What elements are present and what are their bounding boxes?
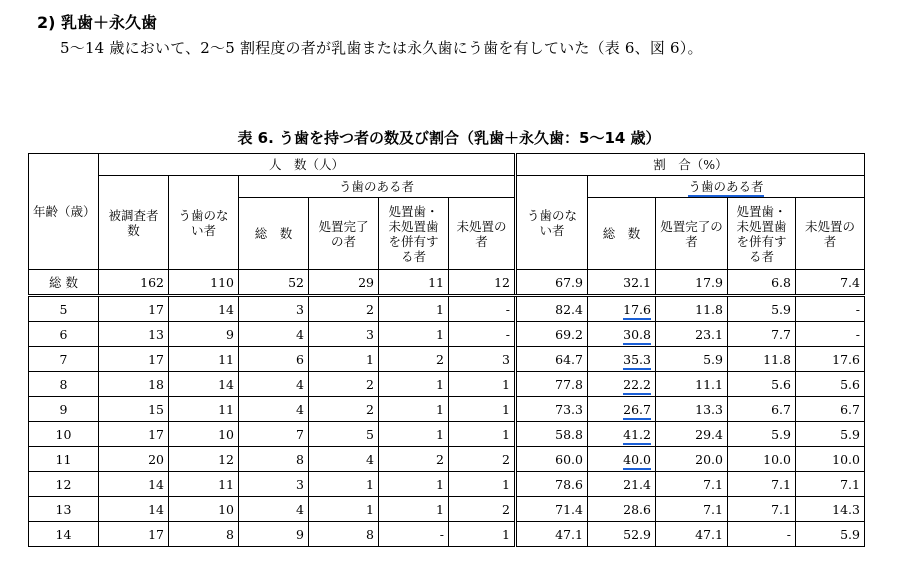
caries-table [28,153,865,547]
table-row [29,397,865,422]
header-total-rate: 総 数 [588,198,656,270]
value-cell: 11 [169,397,239,422]
value-cell: 7.1 [656,472,728,497]
value-cell: 7.1 [656,497,728,522]
age-cell: 12 [29,472,99,497]
value-cell: 3 [239,296,309,322]
value-cell: 32.1 [588,270,656,296]
value-cell: 60.0 [516,447,588,472]
value-cell: 1 [379,372,449,397]
table-body [29,270,865,547]
value-cell: 7 [239,422,309,447]
value-cell: 8 [309,522,379,547]
header-group-rate: 割 合（%） [516,154,865,176]
value-cell: 8 [239,447,309,472]
value-cell: 12 [449,270,516,296]
age-cell: 11 [29,447,99,472]
value-cell: 10 [169,422,239,447]
value-cell: 17 [99,522,169,547]
value-cell: 1 [449,422,516,447]
value-cell: 28.6 [588,497,656,522]
table-row [29,447,865,472]
value-cell: 1 [379,397,449,422]
value-cell: 52 [239,270,309,296]
table-caption: 表 6. う歯を持つ者の数及び割合（乳歯＋永久歯：5～14 歳） [237,129,661,147]
value-cell: 17 [99,422,169,447]
value-cell [588,322,656,347]
value-cell: 4 [239,322,309,347]
value-cell: 14 [169,372,239,397]
value-cell: - [728,522,796,547]
value-cell: 69.2 [516,322,588,347]
value-cell: 20 [99,447,169,472]
value-cell: 5.9 [796,522,865,547]
value-cell: 5.9 [656,347,728,372]
value-cell: 47.1 [516,522,588,547]
value-cell: 13 [99,322,169,347]
value-cell: 11 [169,347,239,372]
age-cell: 6 [29,322,99,347]
table-row-total [29,270,865,296]
value-cell: 11.8 [728,347,796,372]
highlighted-rate: 41.2 [623,427,651,445]
age-cell: 8 [29,372,99,397]
value-cell: 10 [169,497,239,522]
value-cell: 11 [379,270,449,296]
value-cell: 17 [99,296,169,322]
value-cell: 1 [449,472,516,497]
value-cell: 52.9 [588,522,656,547]
highlighted-rate: 17.6 [623,302,651,320]
value-cell: - [379,522,449,547]
value-cell: 110 [169,270,239,296]
value-cell: 14.3 [796,497,865,522]
value-cell: 14 [169,296,239,322]
table-row [29,322,865,347]
header-untreated-rate: 未処置の者 [796,198,865,270]
value-cell: 18 [99,372,169,397]
value-cell: 8 [169,522,239,547]
value-cell: 9 [239,522,309,547]
value-cell: 6 [239,347,309,372]
value-cell: 17.6 [796,347,865,372]
table-row [29,522,865,547]
value-cell: 1 [379,472,449,497]
value-cell: 11.1 [656,372,728,397]
value-cell: 6.7 [796,397,865,422]
value-cell: 2 [449,447,516,472]
header-no-caries: う歯のない者 [169,176,239,270]
value-cell: 3 [449,347,516,372]
subgroup-caries-rate-label: う歯のある者 [688,179,763,197]
value-cell: 1 [379,296,449,322]
highlighted-rate: 22.2 [623,377,651,395]
value-cell: 7.1 [796,472,865,497]
value-cell: 4 [239,397,309,422]
header-mixed-rate: 処置歯・未処置歯を併有する者 [728,198,796,270]
age-cell: 5 [29,296,99,322]
header-subgroup-caries: う歯のある者 [239,176,516,198]
table-row [29,372,865,397]
value-cell: 1 [379,322,449,347]
value-cell: 5.9 [728,422,796,447]
value-cell: 10.0 [796,447,865,472]
value-cell: 47.1 [656,522,728,547]
value-cell: 13.3 [656,397,728,422]
value-cell: 7.7 [728,322,796,347]
value-cell: 3 [309,322,379,347]
header-group-count: 人 数（人） [99,154,516,176]
value-cell: 7.1 [728,472,796,497]
value-cell [588,347,656,372]
age-cell: 7 [29,347,99,372]
value-cell: 78.6 [516,472,588,497]
header-total: 総 数 [239,198,309,270]
age-cell: 総 数 [29,270,99,296]
value-cell [588,447,656,472]
value-cell: 2 [309,372,379,397]
header-examined: 被調査者数 [99,176,169,270]
value-cell: 11.8 [656,296,728,322]
highlighted-rate: 26.7 [623,402,651,420]
value-cell: 21.4 [588,472,656,497]
value-cell: 5.6 [728,372,796,397]
value-cell: 9 [169,322,239,347]
table-row [29,347,865,372]
value-cell [588,397,656,422]
value-cell: 14 [99,497,169,522]
value-cell [588,422,656,447]
value-cell: 4 [239,372,309,397]
value-cell: - [796,296,865,322]
value-cell: 82.4 [516,296,588,322]
header-age: 年齢（歳） [29,154,99,270]
age-cell: 13 [29,497,99,522]
value-cell: 15 [99,397,169,422]
value-cell: 1 [379,497,449,522]
value-cell: 77.8 [516,372,588,397]
value-cell: 1 [309,497,379,522]
value-cell: - [449,322,516,347]
section-paragraph: 5～14 歳において、2～5 割程度の者が乳歯または永久歯にう歯を有していた（表 6、図 6）。 [60,39,703,57]
table-row [29,296,865,322]
value-cell: 1 [309,472,379,497]
value-cell: 17 [99,347,169,372]
age-cell: 14 [29,522,99,547]
table-row [29,472,865,497]
value-cell: 23.1 [656,322,728,347]
value-cell: 4 [309,447,379,472]
table-row [29,497,865,522]
header-no-caries-rate: う歯のない者 [516,176,588,270]
value-cell: 7.4 [796,270,865,296]
value-cell: 2 [379,447,449,472]
value-cell: 5.9 [728,296,796,322]
value-cell: 71.4 [516,497,588,522]
value-cell: 12 [169,447,239,472]
value-cell: 73.3 [516,397,588,422]
value-cell: 5.6 [796,372,865,397]
value-cell: 1 [449,372,516,397]
value-cell: 29 [309,270,379,296]
value-cell: 29.4 [656,422,728,447]
section-heading: 2) 乳歯＋永久歯 [37,13,158,32]
value-cell: 17.9 [656,270,728,296]
value-cell: 7.1 [728,497,796,522]
value-cell: 5.9 [796,422,865,447]
value-cell: 1 [379,422,449,447]
value-cell: 14 [99,472,169,497]
value-cell: 1 [309,347,379,372]
value-cell: 1 [449,522,516,547]
value-cell: 2 [449,497,516,522]
table-row [29,422,865,447]
highlighted-rate: 35.3 [623,352,651,370]
value-cell: 6.7 [728,397,796,422]
age-cell: 9 [29,397,99,422]
value-cell: 10.0 [728,447,796,472]
value-cell: 58.8 [516,422,588,447]
value-cell: 2 [309,397,379,422]
value-cell: 5 [309,422,379,447]
header-mixed: 処置歯・未処置歯を併有する者 [379,198,449,270]
value-cell: - [796,322,865,347]
value-cell: 67.9 [516,270,588,296]
highlighted-rate: 30.8 [623,327,651,345]
value-cell: 64.7 [516,347,588,372]
value-cell: 6.8 [728,270,796,296]
value-cell: 2 [379,347,449,372]
value-cell: 3 [239,472,309,497]
highlighted-rate: 40.0 [623,452,651,470]
value-cell: 162 [99,270,169,296]
header-untreated: 未処置の者 [449,198,516,270]
value-cell: 4 [239,497,309,522]
value-cell: 20.0 [656,447,728,472]
value-cell: 1 [449,397,516,422]
value-cell: 11 [169,472,239,497]
header-treated: 処置完了の者 [309,198,379,270]
header-treated-rate: 処置完了の者 [656,198,728,270]
value-cell [588,296,656,322]
header-subgroup-caries-rate [588,176,865,198]
value-cell [588,372,656,397]
value-cell: - [449,296,516,322]
age-cell: 10 [29,422,99,447]
value-cell: 2 [309,296,379,322]
